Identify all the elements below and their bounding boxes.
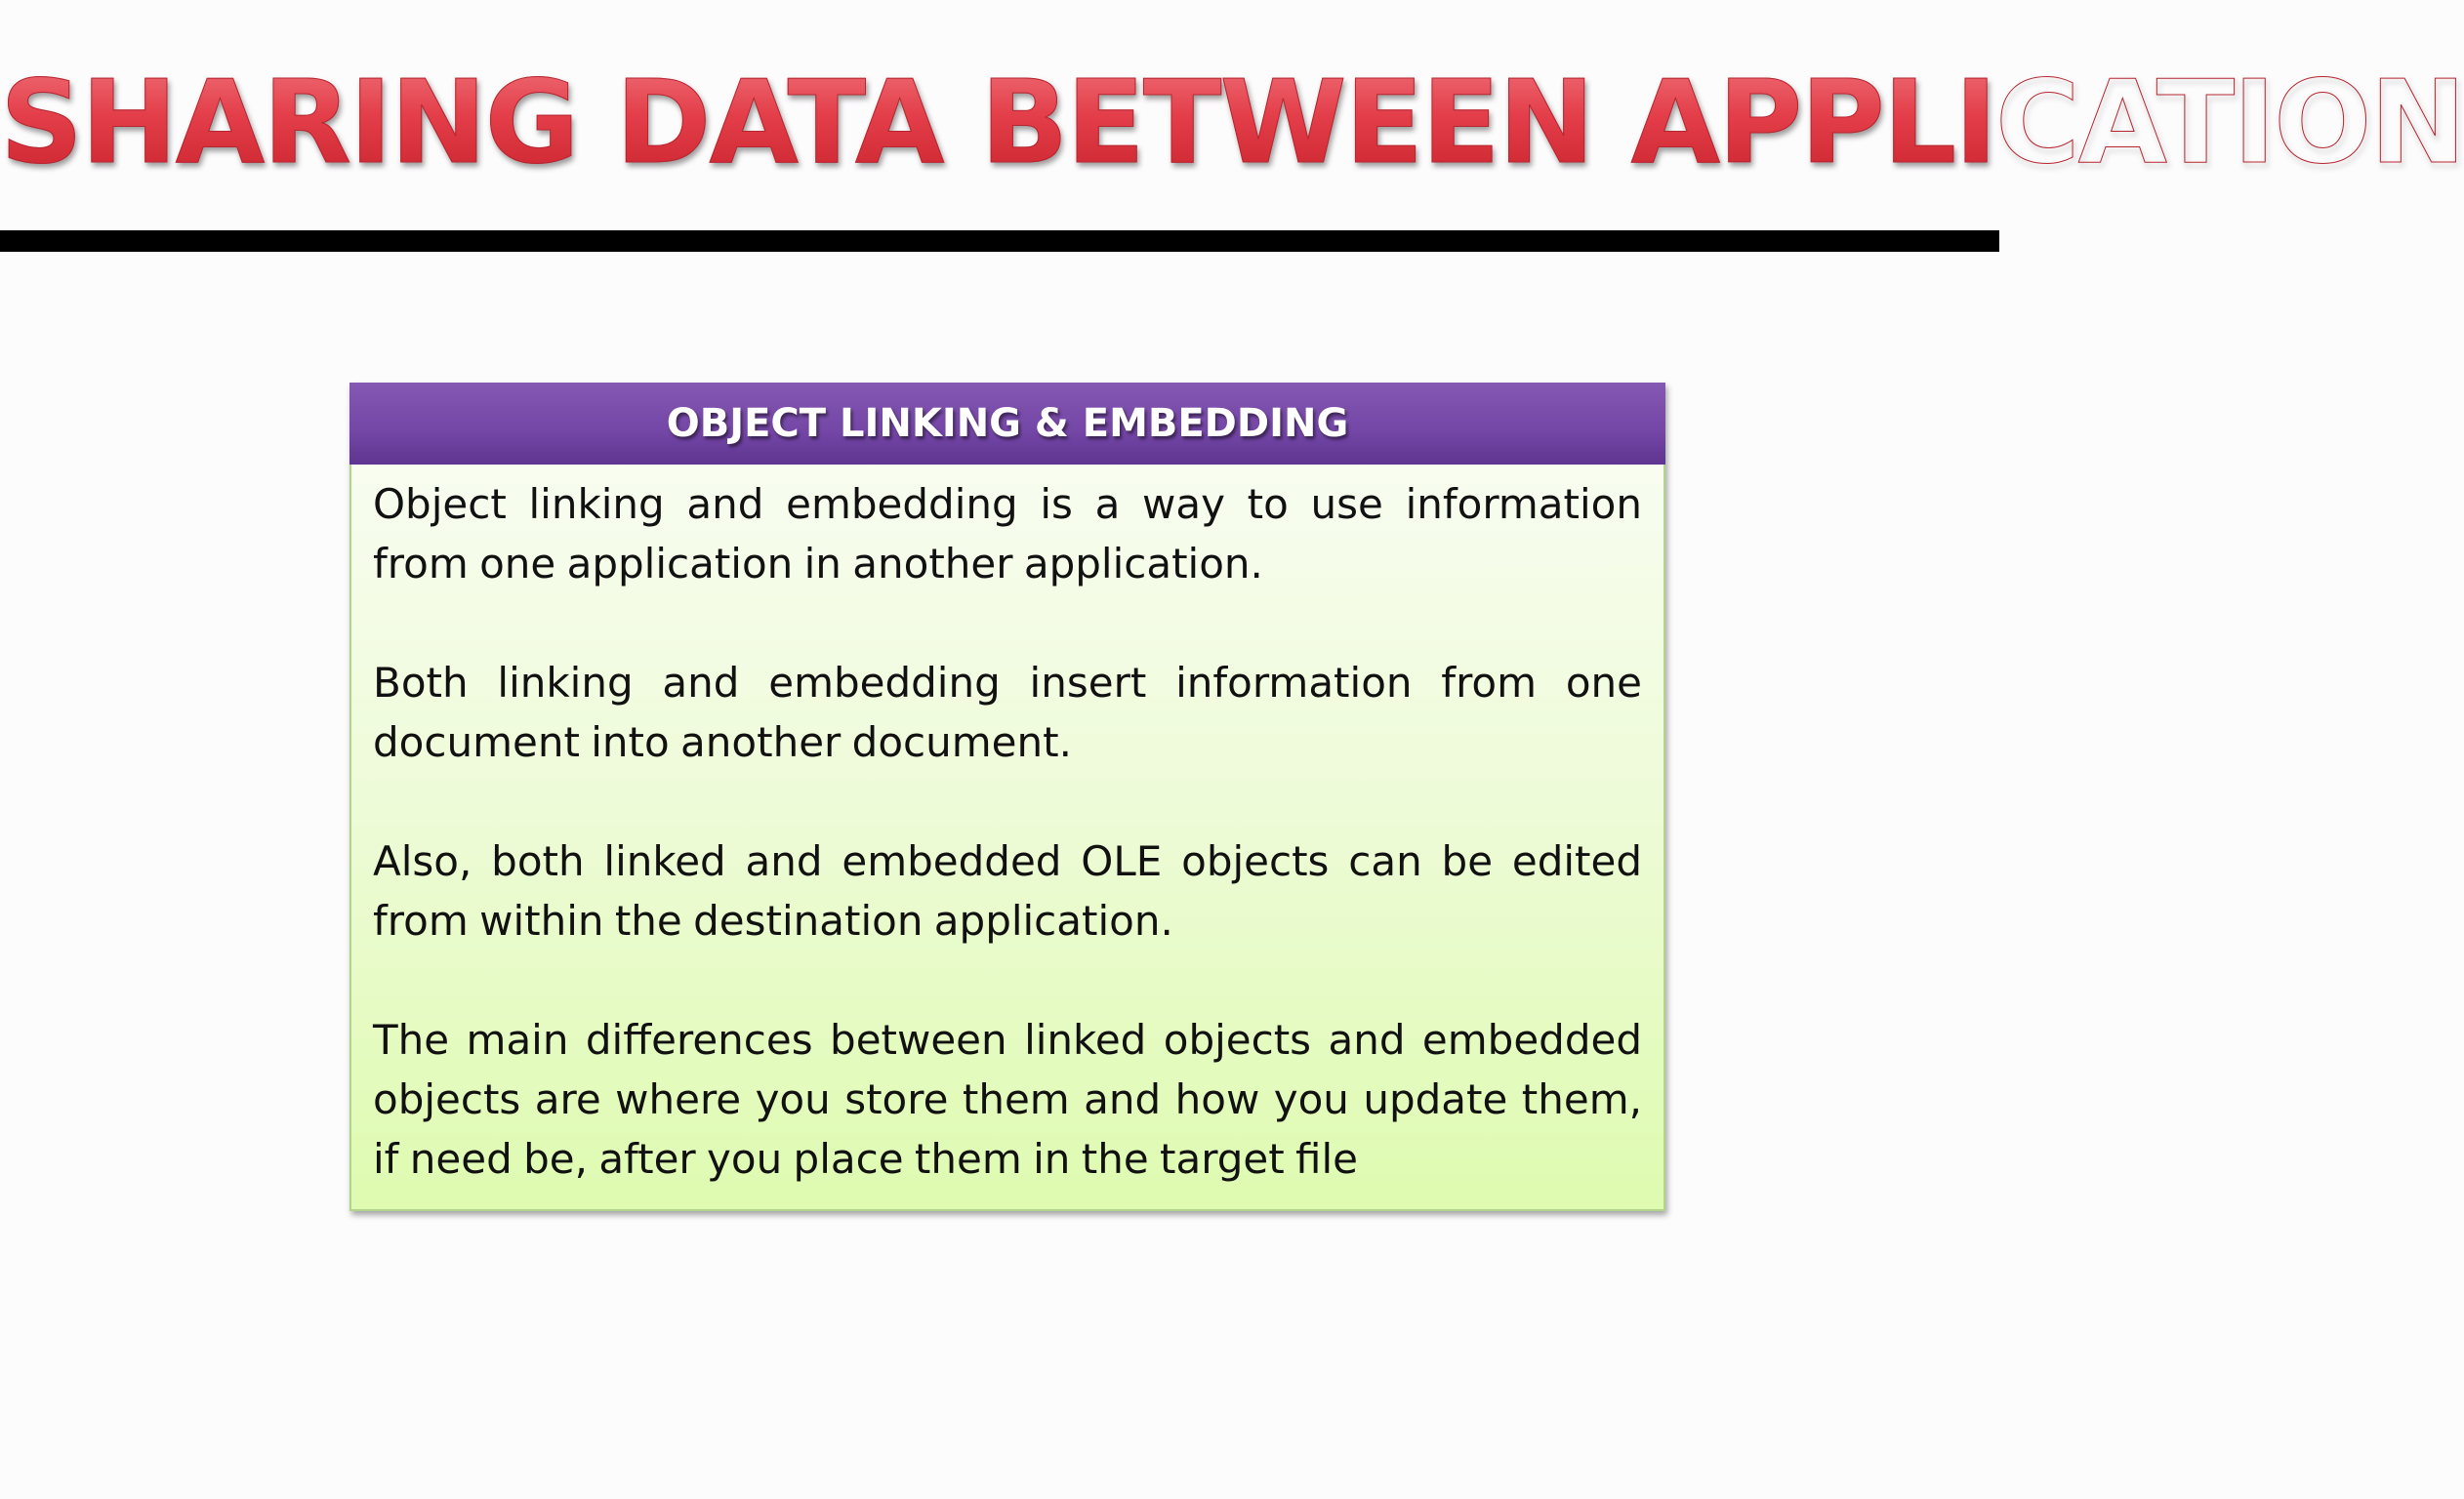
ole-paragraph-1: Object linking and embedding is a way to use information from one application in another application. [373, 480, 1642, 587]
title-divider [0, 230, 1999, 252]
ole-info-box [349, 383, 1665, 1211]
ole-paragraph-3: Also, both linked and embedded OLE objects can be edited from within the destination application. [373, 837, 1642, 945]
ole-box-body [349, 465, 1665, 1211]
slide-title: SHARING DATA BETWEEN APPLICATION [0, 55, 2464, 189]
ole-box-heading: OBJECT LINKING & EMBEDDING [349, 383, 1665, 465]
ole-paragraph-2: Both linking and embedding insert information from one document into another document. [373, 659, 1642, 766]
ole-paragraph-4: The main differences between linked objects and embedded objects are where you store them and how you update them, if need be, after you place them in the target file [373, 1016, 1642, 1183]
